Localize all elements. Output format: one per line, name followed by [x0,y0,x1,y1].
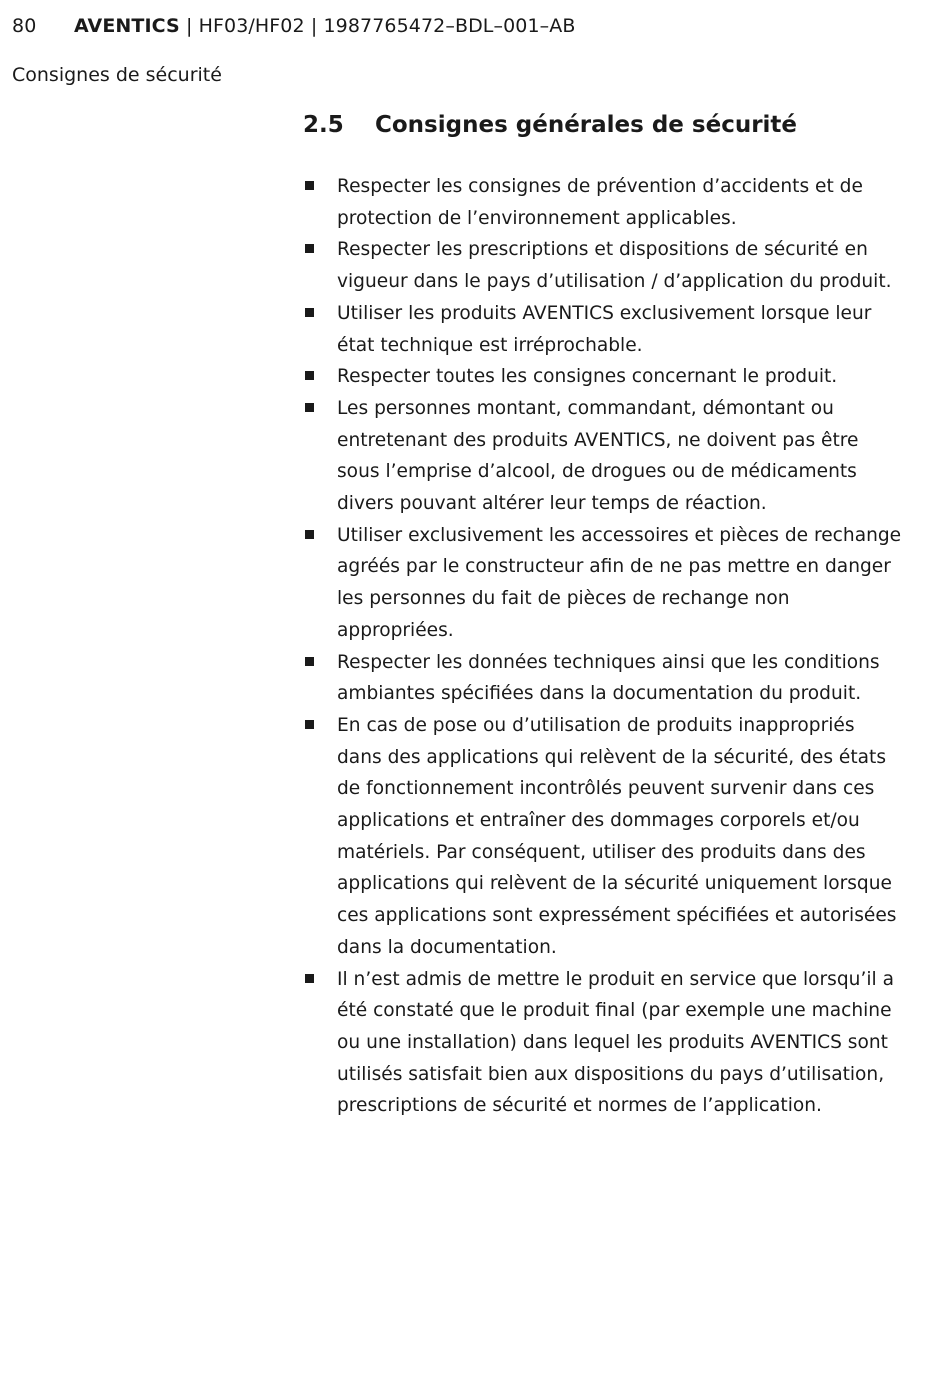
list-item-text: En cas de pose ou d’utilisation de produits inappropriés dans des applications qui relèvent de la sécurité, des états de fonctionnement incontrôlés peuvent survenir dans ces applications et entraîner des dommages corporels et/ou matériels. Par conséquent, utiliser des produits dans des applications qui relèvent de la sécurité uniquement lorsque ces applications sont expressément spécifiées et autorisées dans la documentation. [337,714,897,958]
square-bullet-icon [305,720,314,729]
square-bullet-icon [305,657,314,666]
list-item-text: Utiliser exclusivement les accessoires et pièces de rechange agréés par le constructeur afin de ne pas mettre en danger les personnes du fait de pièces de rechange non appropriées. [337,524,902,641]
list-item [303,171,903,234]
section-heading [303,109,797,141]
section-number: 2.5 [303,112,344,138]
list-item [303,393,903,520]
page-number: 80 [12,15,37,37]
list-item-text: Utiliser les produits AVENTICS exclusivement lorsque leur état technique est irréprochable. [337,302,872,356]
square-bullet-icon [305,530,314,539]
square-bullet-icon [305,403,314,412]
list-item-text: Respecter les prescriptions et dispositions de sécurité en vigueur dans le pays d’utilisation / d’application du produit. [337,239,892,293]
list-item-text: Respecter les données techniques ainsi que les conditions ambiantes spécifiées dans la documentation du produit. [337,651,880,705]
safety-instructions-list [303,171,903,1122]
square-bullet-icon [305,244,314,253]
list-item [303,964,903,1123]
document-reference: | HF03/HF02 | 1987765472–BDL–001–AB [179,15,576,37]
running-section-title: Consignes de sécurité [12,64,222,86]
list-item [303,710,903,964]
list-item-text: Respecter toutes les consignes concernant le produit. [337,366,838,388]
list-item-text: Les personnes montant, commandant, démontant ou entretenant des produits AVENTICS, ne doivent pas être sous l’emprise d’alcool, de drogues ou de médicaments divers pouvant altérer leur temps de réaction. [337,397,859,515]
page-header [12,12,576,40]
list-item [303,361,903,393]
section-title: Consignes générales de sécurité [375,112,798,138]
square-bullet-icon [305,308,314,317]
list-item [303,520,903,647]
square-bullet-icon [305,974,314,983]
list-item [303,234,903,297]
list-item-text: Il n’est admis de mettre le produit en service que lorsqu’il a été constaté que le produit final (par exemple une machine ou une installation) dans lequel les produits AVENTICS sont utilisés satisfait bien aux dispositions du pays d’utilisation, prescriptions de sécurité et normes de l’application. [337,968,895,1117]
brand-name: AVENTICS [74,15,180,37]
list-item [303,298,903,361]
square-bullet-icon [305,371,314,380]
list-item-text: Respecter les consignes de prévention d’accidents et de protection de l’environnement applicables. [337,176,863,229]
list-item [303,647,903,710]
square-bullet-icon [305,181,314,190]
